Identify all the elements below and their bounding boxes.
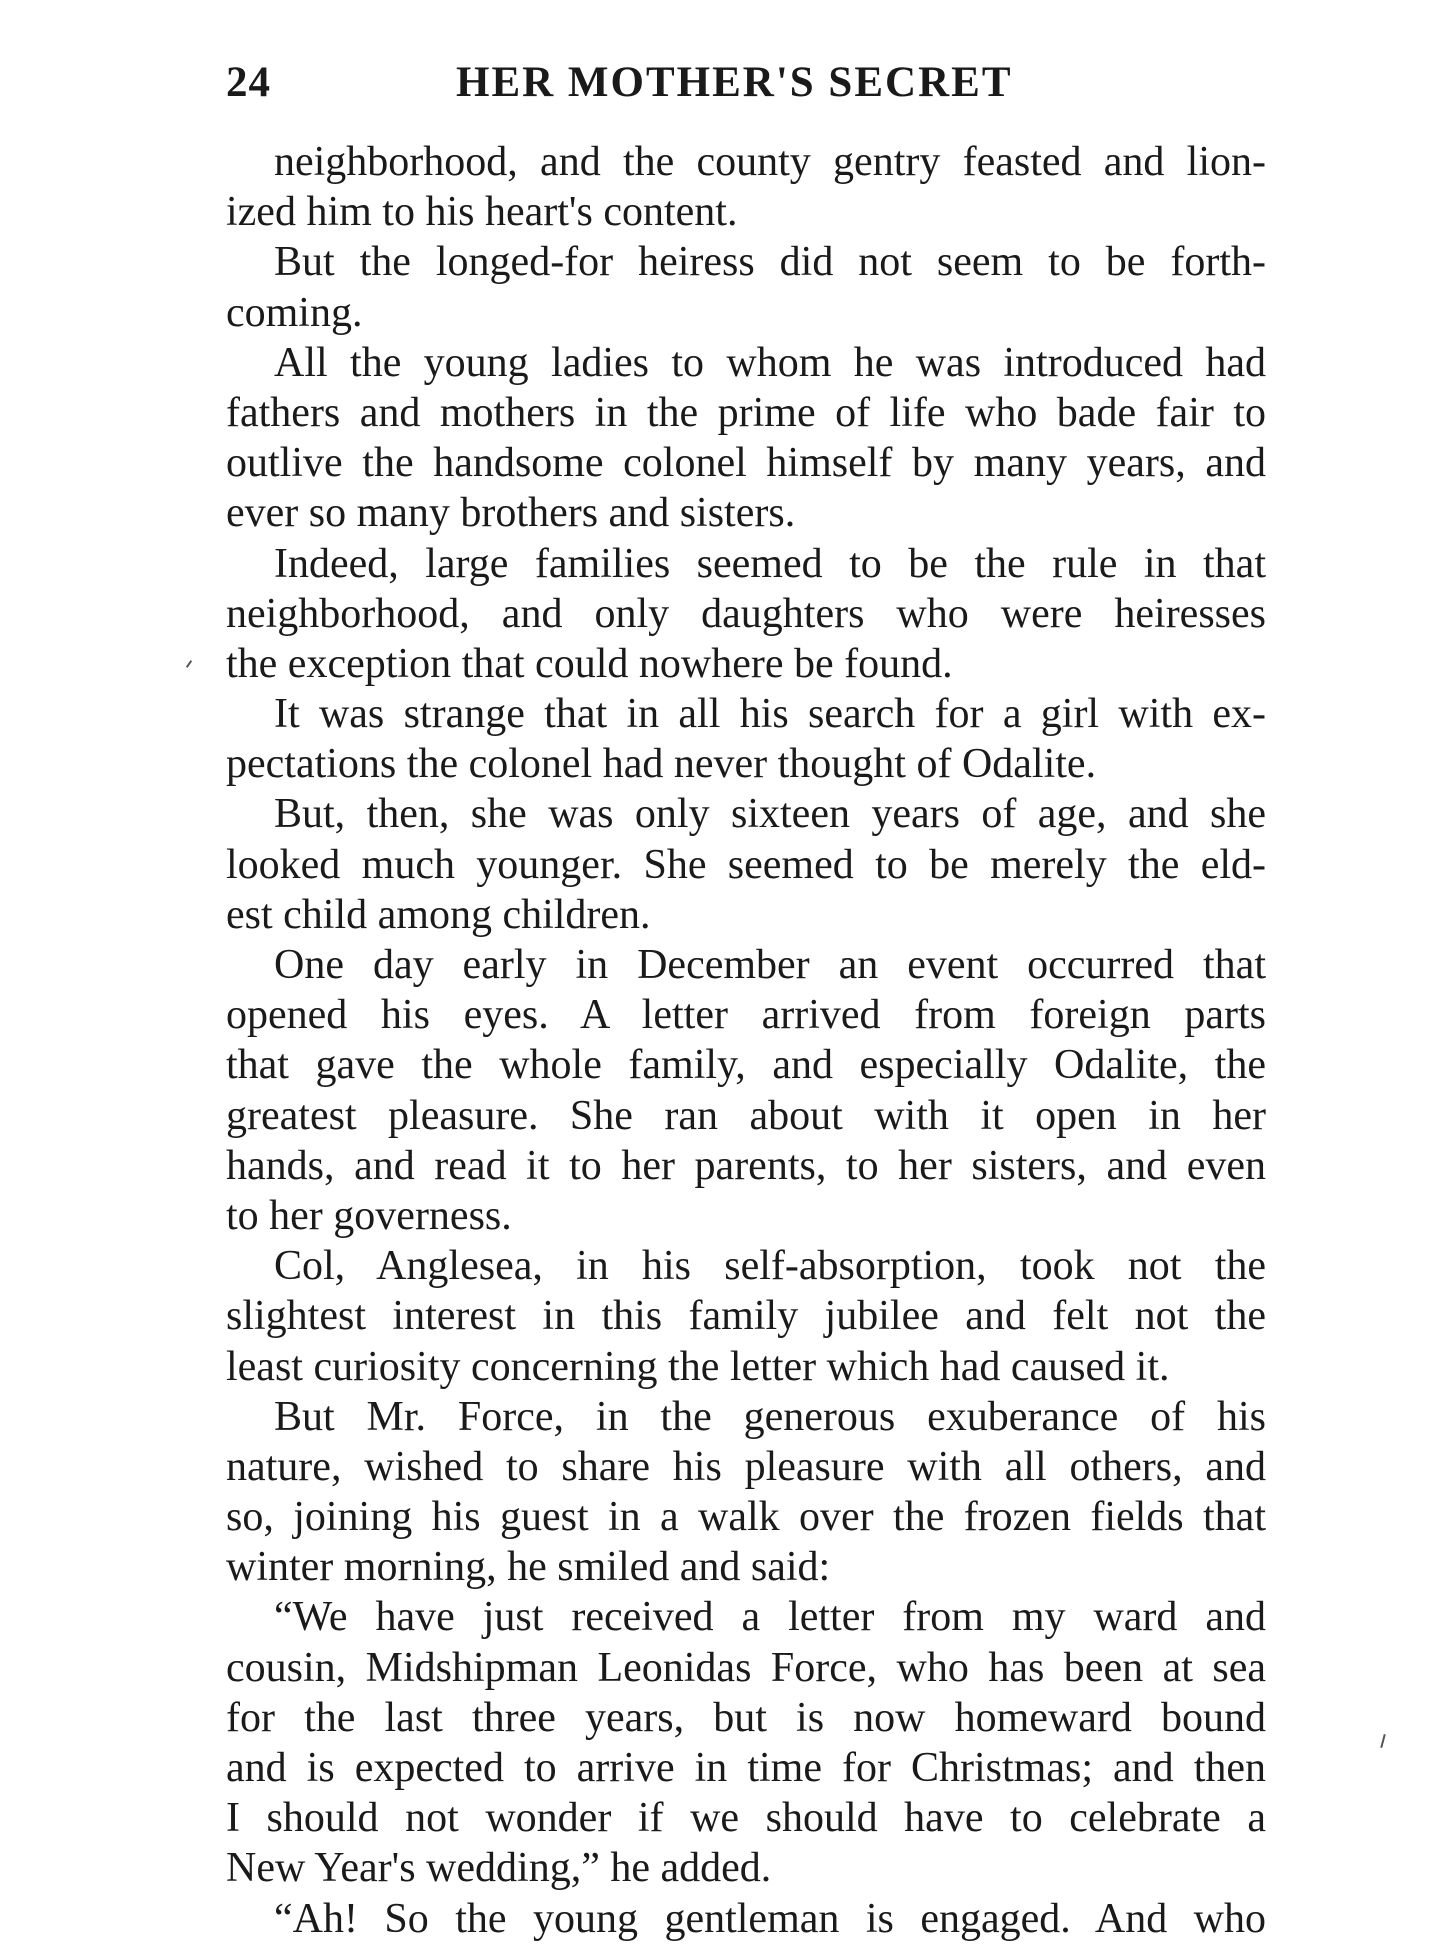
text-line: least curiosity concerning the letter which had caused it. [226, 1343, 1170, 1390]
text-line: pectations the colonel had never thought of Odalite. [226, 741, 1097, 788]
text-line: nature, wished to share his pleasure with all others, and [226, 1443, 1266, 1490]
text-line: “Ah! So the young gentleman is engaged. And who [274, 1895, 1266, 1942]
text-line: greatest pleasure. She ran about with it open in her [226, 1092, 1266, 1139]
paragraph [226, 137, 1266, 237]
text-line: But the longed-for heiress did not seem to be forth- [274, 239, 1266, 286]
paragraph [226, 689, 1266, 789]
text-line: neighborhood, and only daughters who were heiresses [226, 590, 1266, 637]
text-line: hands, and read it to her parents, to her sisters, and even [226, 1142, 1266, 1189]
paragraph [226, 1592, 1266, 1893]
text-line: Col, Anglesea, in his self-absorption, took not the [274, 1243, 1266, 1290]
paragraph [226, 237, 1266, 337]
text-line: and is expected to arrive in time for Christmas; and then [226, 1745, 1266, 1791]
text-line: coming. [226, 289, 363, 336]
text-line: that gave the whole family, and especially Odalite, the [226, 1042, 1266, 1089]
paragraph [226, 940, 1266, 1241]
text-line: slightest interest in this family jubilee and felt not the [226, 1293, 1266, 1340]
text-line: One day early in December an event occurred that [274, 942, 1266, 988]
text-line: cousin, Midshipman Leonidas Force, who has been at sea [226, 1644, 1266, 1691]
paragraph [226, 789, 1266, 940]
scan-speck [186, 660, 192, 668]
text-line: for the last three years, but is now homeward bound [226, 1694, 1266, 1741]
text-line: so, joining his guest in a walk over the frozen fields that [226, 1494, 1266, 1541]
running-title: HER MOTHER'S SECRET [456, 59, 1013, 106]
paragraph [226, 539, 1266, 690]
text-line: the exception that could nowhere be found. [226, 640, 953, 687]
text-line: ized him to his heart's content. [226, 189, 738, 236]
paragraph [226, 1241, 1266, 1392]
text-line: to her governess. [226, 1192, 512, 1239]
text-line: I should not wonder if we should have to celebrate a [226, 1795, 1266, 1842]
text-line: looked much younger. She seemed to be merely the eld- [226, 841, 1266, 888]
text-line: opened his eyes. A letter arrived from foreign parts [226, 992, 1266, 1039]
text-line: est child among children. [226, 891, 651, 938]
text-line: neighborhood, and the county gentry feasted and lion- [274, 139, 1266, 185]
text-line: ever so many brothers and sisters. [226, 490, 796, 537]
text-line: winter morning, he smiled and said: [226, 1544, 831, 1591]
text-line: Indeed, large families seemed to be the rule in that [274, 540, 1266, 587]
paragraph [226, 1894, 1266, 1944]
text-line: All the young ladies to whom he was introduced had [274, 339, 1266, 386]
paragraph [226, 1392, 1266, 1593]
paragraph [226, 338, 1266, 539]
text-line: But, then, she was only sixteen years of age, and she [274, 791, 1266, 838]
text-line: fathers and mothers in the prime of life who bade fair to [226, 389, 1266, 436]
scan-speck [1380, 1734, 1386, 1748]
body-text [226, 137, 1266, 1944]
text-line: “We have just received a letter from my ward and [274, 1594, 1266, 1641]
text-line: It was strange that in all his search for a girl with ex- [274, 691, 1266, 738]
text-line: New Year's wedding,” he added. [226, 1845, 772, 1892]
page-number: 24 [226, 59, 271, 106]
page-header [226, 58, 1266, 118]
text-line: outlive the handsome colonel himself by many years, and [226, 440, 1266, 487]
text-line: But Mr. Force, in the generous exuberance of his [274, 1393, 1266, 1440]
